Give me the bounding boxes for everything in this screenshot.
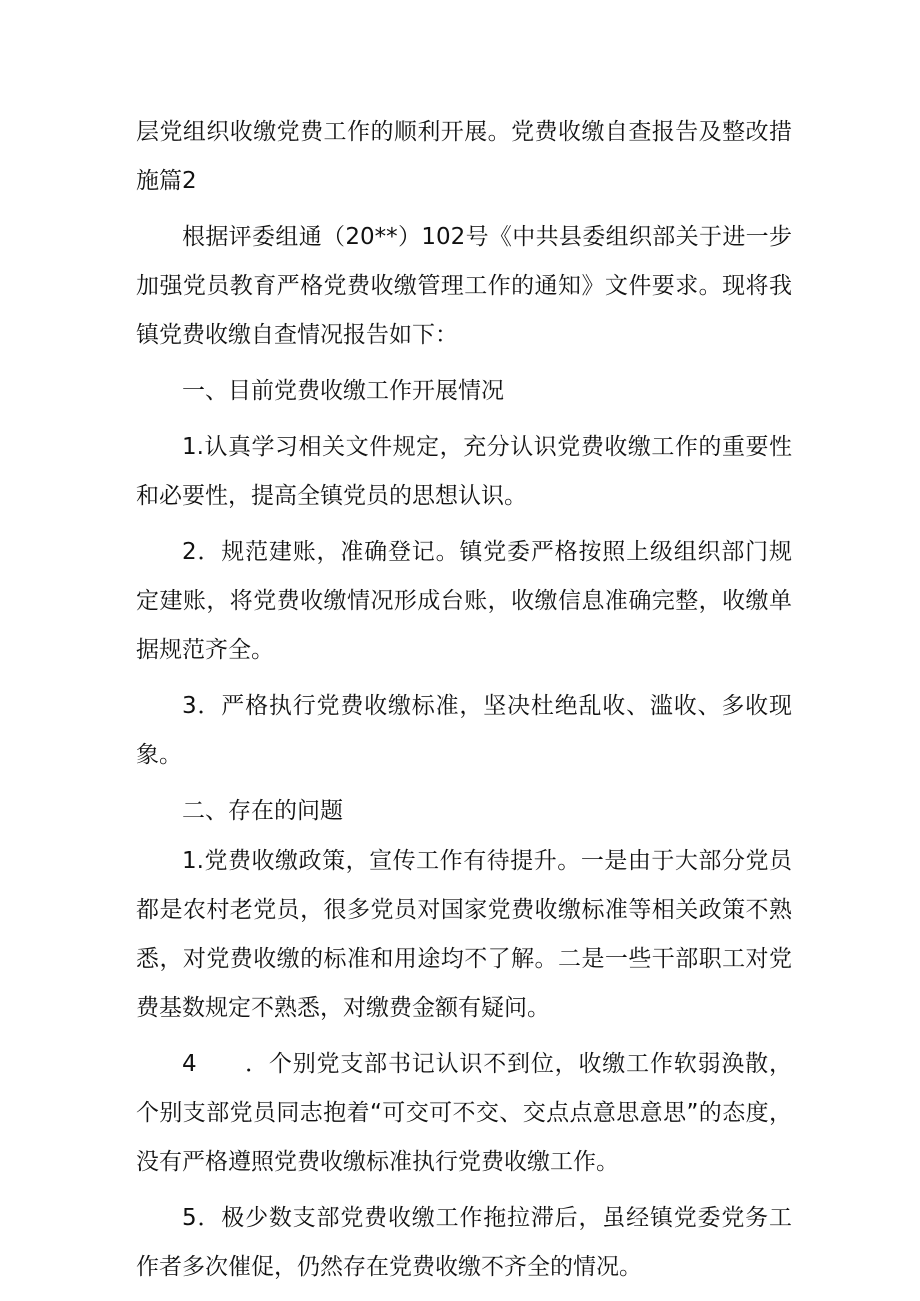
paragraph-problem-5: 5．极少数支部党费收缴工作拖拉滞后，虽经镇党委党务工作者多次催促，仍然存在党费收缴不齐全的情况。 <box>136 1205 792 1280</box>
paragraph-problem-1: 1.党费收缴政策，宣传工作有待提升。一是由于大部分党员都是农村老党员，很多党员对国家党费收缴标准等相关政策不熟悉，对党费收缴的标准和用途均不了解。二是一些干部职工对党费基数规定不熟悉，对缴费金额有疑问。 <box>136 848 792 1021</box>
paragraph-problem-4: 4 ．个别党支部书记认识不到位，收缴工作软弱涣散，个别支部党员同志抱着“可交可不交、交点点意思意思”的态度，没有严格遵照党费收缴标准执行党费收缴工作。 <box>136 1051 792 1175</box>
paragraph-item-3: 3．严格执行党费收缴标准，坚决杜绝乱收、滥收、多收现象。 <box>136 693 792 768</box>
document-body <box>136 108 792 1292</box>
paragraph-intro: 根据评委组通（20**）102号《中共县委组织部关于进一步加强党员教育严格党费收缴管理工作的通知》文件要求。现将我镇党费收缴自查情况报告如下： <box>136 224 792 348</box>
section-heading-problems: 二、存在的问题 <box>182 798 343 824</box>
paragraph-continuation: 层党组织收缴党费工作的顺利开展。党费收缴自查报告及整改措施篇2 <box>136 119 792 194</box>
paragraph-item-2: 2．规范建账，准确登记。镇党委严格按照上级组织部门规定建账，将党费收缴情况形成台账，收缴信息准确完整，收缴单据规范齐全。 <box>136 539 792 663</box>
paragraph-item-1: 1.认真学习相关文件规定，充分认识党费收缴工作的重要性和必要性，提高全镇党员的思想认识。 <box>136 434 792 509</box>
section-heading-current-status: 一、目前党费收缴工作开展情况 <box>182 378 504 404</box>
